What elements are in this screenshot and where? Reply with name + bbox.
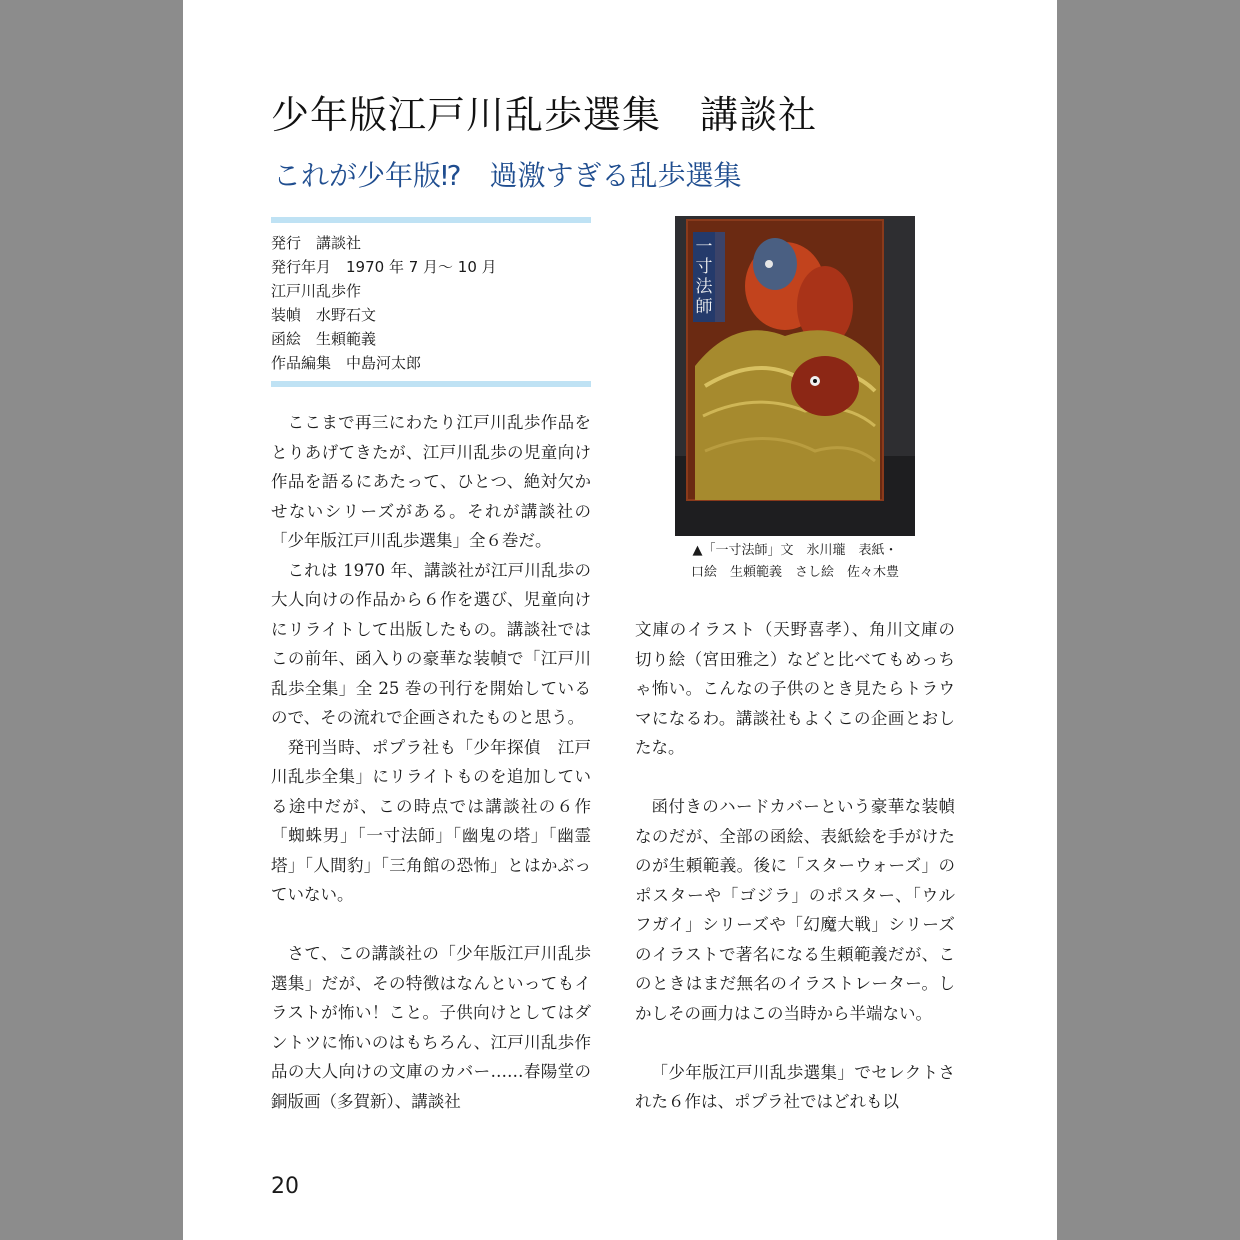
body-column-left xyxy=(271,408,591,1116)
book-cover-illustration xyxy=(675,216,915,536)
publication-info-box xyxy=(271,217,591,387)
paragraph-gap xyxy=(271,910,591,940)
info-binding: 装幀 水野石文 xyxy=(271,306,377,324)
info-publication-date: 発行年月 1970 年 7 月～ 10 月 xyxy=(271,258,497,276)
page-subtitle: これが少年版⁉ 過激すぎる乱歩選集 xyxy=(273,159,742,192)
cover-title-char: 寸 xyxy=(695,257,713,277)
document-page xyxy=(183,0,1057,1240)
paragraph-gap xyxy=(635,1028,955,1058)
caption-line: 口絵 生頼範義 さし絵 佐々木豊 xyxy=(690,565,899,580)
info-publisher: 発行 講談社 xyxy=(271,234,362,252)
page-number: 20 xyxy=(271,1174,299,1199)
body-column-right xyxy=(635,615,955,1117)
paragraph-gap xyxy=(635,763,955,793)
info-box-art: 函絵 生頼範義 xyxy=(271,330,377,348)
paragraph: 発刊当時、ポプラ社も「少年探偵 江戸川乱歩全集」にリライトものを追加している途中だが、この時点では講談社の６作「蜘蛛男」「一寸法師」「幽鬼の塔」「幽霊塔」「人間豹」「三角館の恐怖」とはかぶっていない。 xyxy=(271,737,591,904)
paragraph: これは 1970 年、講談社が江戸川乱歩の大人向けの作品から６作を選び、児童向けにリライトして出版したもの。講談社ではこの前年、函入りの豪華な装幀で「江戸川乱歩全集」全 25 巻の刊行を開始しているので、その流れで企画されたものと思う。 xyxy=(271,560,591,727)
page-title: 少年版江戸川乱歩選集 講談社 xyxy=(271,93,818,137)
info-author: 江戸川乱歩作 xyxy=(271,282,362,300)
info-editor: 作品編集 中島河太郎 xyxy=(271,354,422,372)
paragraph: 「少年版江戸川乱歩選集」でセレクトされた６作は、ポプラ社ではどれも以 xyxy=(635,1062,955,1111)
caption-line: ▲「一寸法師」文 氷川瓏 表紙・ xyxy=(692,543,898,558)
book-cover-photo xyxy=(675,216,915,536)
paragraph-continued: 文庫のイラスト（天野喜孝）、角川文庫の切り絵（宮田雅之）などと比べてもめっちゃ怖い。こんなの子供のとき見たらトラウマになるわ。講談社もよくこの企画とおしたな。 xyxy=(635,620,955,757)
cover-title-char: 一 xyxy=(695,237,713,257)
cover-title-char: 師 xyxy=(695,297,713,317)
paragraph: ここまで再三にわたり江戸川乱歩作品をとりあげてきたが、江戸川乱歩の児童向け作品を語るにあたって、ひとつ、絶対欠かせないシリーズがある。それが講談社の「少年版江戸川乱歩選集」全６巻だ。 xyxy=(271,413,591,550)
paragraph: さて、この講談社の「少年版江戸川乱歩選集」だが、その特徴はなんといってもイラストが怖い！こと。子供向けとしてはダントツに怖いのはもちろん、江戸川乱歩作品の大人向けの文庫のカバー……春陽堂の銅版画（多賀新）、講談社 xyxy=(271,944,591,1111)
paragraph: 函付きのハードカバーという豪華な装幀なのだが、全部の函絵、表紙絵を手がけたのが生頼範義。後に「スターウォーズ」のポスターや「ゴジラ」のポスター、「ウルフガイ」シリーズや「幻魔大戦」シリーズのイラストで著名になる生頼範義だが、このときはまだ無名のイラストレーター。しかしその画力はこの当時から半端ない。 xyxy=(635,797,955,1023)
photo-caption xyxy=(633,540,957,584)
cover-title-char: 法 xyxy=(695,277,713,297)
